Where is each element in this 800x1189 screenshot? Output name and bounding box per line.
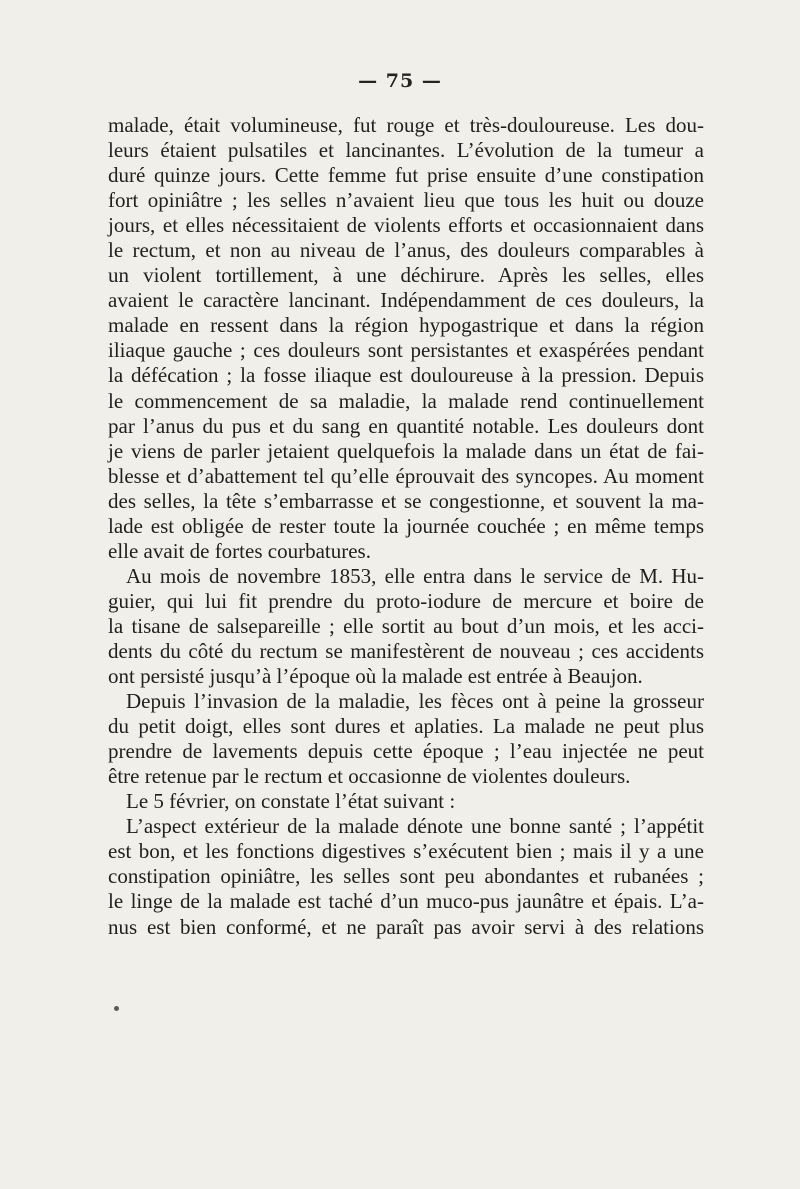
paragraph: [108, 564, 704, 689]
page-number: — 75 —: [358, 70, 442, 92]
text-line: le rectum, et non au niveau de l’anus, des douleurs comparables à: [108, 238, 704, 263]
ink-speck: [114, 1006, 119, 1011]
text-line: prendre de lavements depuis cette époque ; l’eau injectée ne peut: [108, 739, 704, 764]
text-line: la tisane de salsepareille ; elle sortit au bout d’un mois, et les acci-: [108, 613, 704, 638]
text-line: Au mois de novembre 1853, elle entra dans le service de M. Hu-: [126, 563, 704, 588]
text-line: je viens de parler jetaient quelquefois la malade dans un état de fai-: [108, 438, 704, 463]
text-line: ont persisté jusqu’à l’époque où la malade est entrée à Beaujon.: [108, 664, 643, 689]
text-line: dents du côté du rectum se manifestèrent de nouveau ; ces accidents: [108, 638, 704, 663]
text-line: Depuis l’invasion de la maladie, les fèces ont à peine la grosseur: [126, 689, 704, 714]
text-line: un violent tortillement, à une déchirure. Après les selles, elles: [108, 263, 704, 288]
text-line: guier, qui lui fit prendre du proto-iodure de mercure et boire de: [108, 588, 704, 613]
text-line: L’aspect extérieur de la malade dénote une bonne santé ; l’appétit: [126, 814, 704, 839]
paragraph: [108, 814, 704, 939]
text-line: être retenue par le rectum et occasionne de violentes douleurs.: [108, 764, 631, 789]
text-line: leurs étaient pulsatiles et lancinantes. L’évolution de la tumeur a: [108, 138, 704, 163]
paragraph: [108, 113, 704, 564]
text-line: iliaque gauche ; ces douleurs sont persistantes et exaspérées pendant: [108, 338, 704, 363]
text-line: duré quinze jours. Cette femme fut prise ensuite d’une constipation: [108, 163, 704, 188]
text-line: malade, était volumineuse, fut rouge et très-douloureuse. Les dou-: [108, 113, 704, 137]
paragraph: [108, 789, 704, 814]
paragraph: [108, 689, 704, 789]
text-line: est bon, et les fonctions digestives s’exécutent bien ; mais il y a une: [108, 839, 704, 864]
text-line: blesse et d’abattement tel qu’elle éprouvait des syncopes. Au moment: [108, 463, 704, 488]
text-line: la défécation ; la fosse iliaque est douloureuse à la pression. Depuis: [108, 363, 704, 388]
text-line: le commencement de sa maladie, la malade rend continuellement: [108, 388, 704, 413]
text-line: elle avait de fortes courbatures.: [108, 538, 371, 563]
text-line: lade est obligée de rester toute la journée couchée ; en même temps: [108, 513, 704, 538]
text-line: du petit doigt, elles sont dures et aplaties. La malade ne peut plus: [108, 714, 704, 739]
text-line: le linge de la malade est taché d’un muco-pus jaunâtre et épais. L’a-: [108, 889, 704, 914]
text-line: avaient le caractère lancinant. Indépendamment de ces douleurs, la: [108, 288, 704, 313]
body-text: [108, 113, 704, 940]
text-line: nus est bien conformé, et ne paraît pas avoir servi à des relations: [108, 914, 704, 939]
text-line: malade en ressent dans la région hypogastrique et dans la région: [108, 313, 704, 338]
text-line: Le 5 février, on constate l’état suivant :: [126, 789, 456, 814]
text-line: constipation opiniâtre, les selles sont peu abondantes et rubanées ;: [108, 864, 704, 889]
text-line: des selles, la tête s’embarrasse et se congestionne, et souvent la ma-: [108, 488, 704, 513]
text-line: fort opiniâtre ; les selles n’avaient lieu que tous les huit ou douze: [108, 188, 704, 213]
text-line: jours, et elles nécessitaient de violents efforts et occasionnaient dans: [108, 213, 704, 238]
text-line: par l’anus du pus et du sang en quantité notable. Les douleurs dont: [108, 413, 704, 438]
